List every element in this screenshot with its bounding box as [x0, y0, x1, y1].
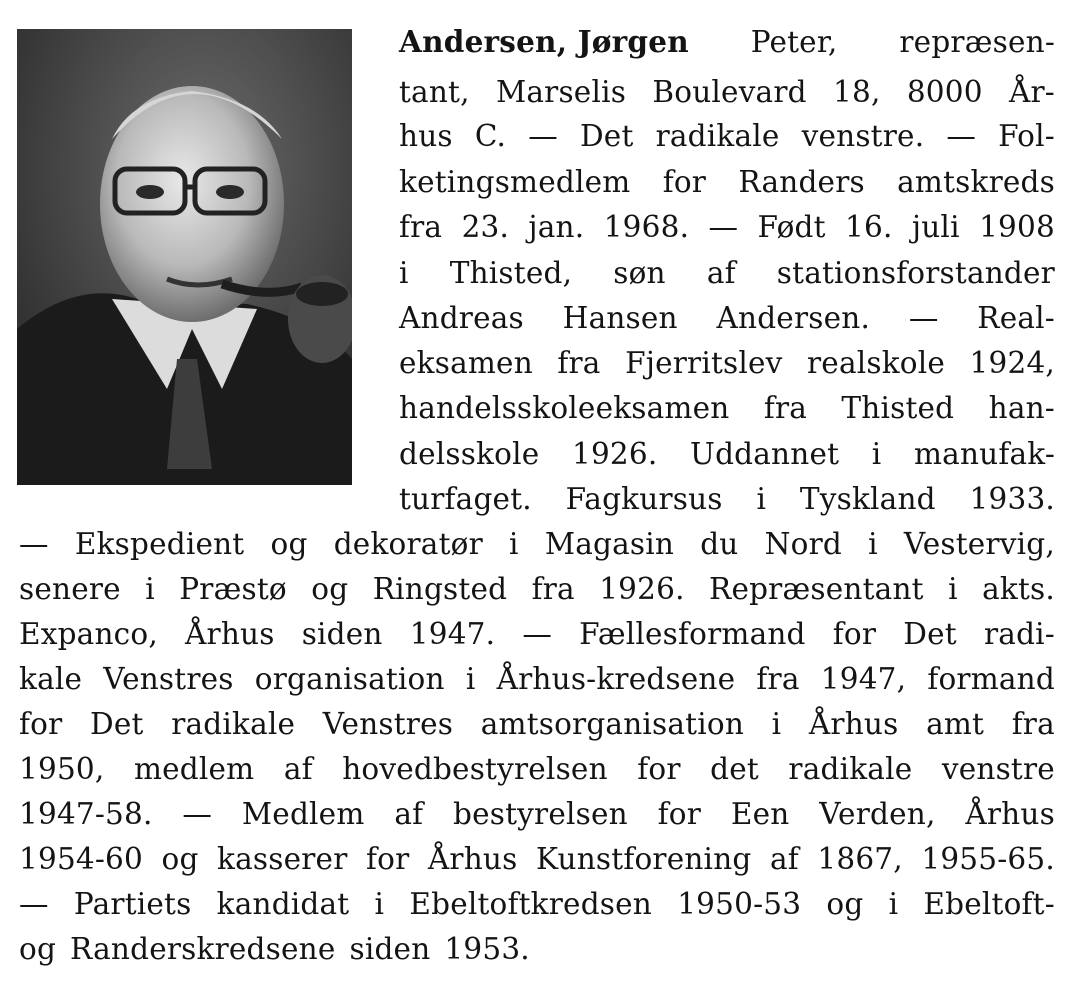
word: Hansen	[562, 301, 678, 335]
word: C.	[474, 119, 507, 153]
entry-line-9	[399, 386, 1055, 430]
word: 1947,	[820, 662, 907, 696]
word: 1968.	[603, 210, 690, 244]
word: og	[161, 842, 199, 876]
word: Århus	[808, 707, 899, 741]
word: fra	[399, 210, 443, 244]
word: han-	[988, 391, 1055, 425]
word: for	[19, 707, 63, 741]
word: radikale	[655, 119, 780, 153]
entry-line-2	[399, 70, 1055, 114]
word: akts.	[982, 572, 1055, 606]
word: Venstres	[322, 707, 454, 741]
word: Det	[579, 119, 634, 153]
word: Marselis	[495, 75, 627, 109]
word: —	[528, 119, 558, 153]
word: 1908	[979, 210, 1055, 244]
word: kasserer	[217, 842, 348, 876]
word: stationsforstander	[776, 256, 1055, 290]
entry-line-19	[19, 837, 1055, 881]
word: for	[662, 165, 707, 199]
word: af	[706, 256, 736, 290]
word: i	[399, 256, 409, 290]
word: Peter,	[750, 25, 838, 59]
word: Århus	[427, 842, 518, 876]
word: for	[657, 797, 702, 831]
entry-line-7	[399, 296, 1055, 340]
word: handelsskoleeksamen	[399, 391, 730, 425]
word: for	[637, 752, 681, 786]
word: Andersen.	[716, 301, 871, 335]
entry-line-4	[399, 160, 1055, 204]
word: Real-	[977, 301, 1055, 335]
word: du	[700, 527, 739, 561]
word: i	[374, 887, 385, 921]
word: af	[394, 797, 424, 831]
word: Født	[757, 210, 826, 244]
word: 1867,	[817, 842, 903, 876]
word: i	[888, 887, 899, 921]
word: for	[832, 617, 877, 651]
word: Een	[730, 797, 790, 831]
word: —	[522, 617, 553, 651]
word: siden	[301, 617, 383, 651]
word: kale	[19, 662, 83, 696]
word: Ebeltoftkredsen	[409, 887, 652, 921]
word: Kunstforening	[535, 842, 752, 876]
word: —	[19, 887, 49, 921]
word: Århus-kredsene	[496, 662, 736, 696]
word: Randers	[738, 165, 865, 199]
word: 1954-60	[19, 842, 143, 876]
word: 8000	[906, 75, 983, 109]
entry-line-12	[19, 522, 1055, 566]
word: radikale	[788, 752, 913, 786]
word: Ringsted	[372, 572, 508, 606]
word: Verden,	[819, 797, 936, 831]
word: Partiets	[73, 887, 192, 921]
word: og	[19, 932, 57, 966]
word: Thisted,	[449, 256, 573, 290]
word: amtsorganisation	[480, 707, 745, 741]
entry-line-6	[399, 251, 1055, 295]
entry-line-5	[399, 205, 1055, 249]
word: Andreas	[399, 301, 524, 335]
entry-line-20	[19, 882, 1055, 926]
entry-line-17	[19, 747, 1055, 791]
word: senere	[19, 572, 121, 606]
word: juli	[911, 210, 960, 244]
word: Nord	[764, 527, 842, 561]
word: det	[710, 752, 759, 786]
word: 1926.	[571, 437, 658, 471]
word: i	[771, 707, 782, 741]
word: Ekspedient	[74, 527, 245, 561]
word: og	[270, 527, 308, 561]
entry-line-15	[19, 657, 1055, 701]
word: amt	[926, 707, 985, 741]
word: 1947-58.	[19, 797, 153, 831]
word: realskole	[807, 346, 946, 380]
word: fra	[756, 662, 800, 696]
word: fra	[557, 346, 601, 380]
word: Magasin	[544, 527, 675, 561]
word: i	[756, 482, 767, 516]
word: 1933.	[969, 482, 1055, 516]
word: Det	[90, 707, 144, 741]
word: amtskreds	[897, 165, 1055, 199]
entry-line-3	[399, 114, 1055, 158]
word: 16.	[845, 210, 893, 244]
word: venstre.	[801, 119, 925, 153]
word: medlem	[133, 752, 255, 786]
word: og	[311, 572, 349, 606]
word: 23.	[461, 210, 510, 244]
word: i	[465, 662, 476, 696]
entry-line-1	[399, 20, 1055, 64]
portrait-illustration	[17, 29, 352, 485]
word: jan.	[528, 210, 585, 244]
word: 1950,	[19, 752, 105, 786]
word: —	[708, 210, 739, 244]
word: søn	[613, 256, 666, 290]
word: Expanco,	[19, 617, 158, 651]
word: Randerskredsene	[70, 932, 336, 966]
word: Fjerritslev	[625, 346, 783, 380]
word: 1924,	[969, 346, 1055, 380]
entry-line-18	[19, 792, 1055, 836]
entry-line-10	[399, 432, 1055, 476]
word: Århus	[965, 797, 1055, 831]
word: organisation	[254, 662, 445, 696]
word: repræsen-	[899, 25, 1055, 59]
word: bestyrelsen	[453, 797, 628, 831]
word: Venstres	[103, 662, 234, 696]
word: venstre	[941, 752, 1055, 786]
word: Fagkursus	[565, 482, 723, 516]
word: i	[948, 572, 958, 606]
word: ketingsmedlem	[399, 165, 631, 199]
word: eksamen	[399, 346, 533, 380]
word: 1926.	[599, 572, 685, 606]
word: og	[826, 887, 864, 921]
word: radi-	[984, 617, 1055, 651]
entry-line-8	[399, 341, 1055, 385]
word: siden	[349, 932, 431, 966]
word: kandidat	[216, 887, 350, 921]
word: 1953.	[444, 932, 530, 966]
entry-line-16	[19, 702, 1055, 746]
word: Vestervig,	[903, 527, 1055, 561]
word: Boulevard	[652, 75, 807, 109]
word: Tyskland	[799, 482, 936, 516]
word: turfaget.	[399, 482, 532, 516]
word: Thisted	[841, 391, 955, 425]
word: Uddannet	[690, 437, 840, 471]
word: Det	[903, 617, 957, 651]
word: for	[366, 842, 410, 876]
word: 18,	[833, 75, 881, 109]
word: —	[19, 527, 49, 561]
word: —	[946, 119, 977, 153]
word: fra	[763, 391, 808, 425]
entry-line-13	[19, 567, 1055, 611]
word: 1950-53	[677, 887, 802, 921]
word: År-	[1008, 75, 1055, 109]
word: —	[908, 301, 939, 335]
word: formand	[927, 662, 1055, 696]
word: i	[868, 527, 878, 561]
word: 1947.	[409, 617, 496, 651]
portrait-photo	[17, 29, 352, 485]
word: Medlem	[241, 797, 365, 831]
word: i	[871, 437, 882, 471]
entry-line-21	[19, 927, 1055, 971]
word: radikale	[171, 707, 296, 741]
word: Præstø	[179, 572, 287, 606]
word: dekoratør	[333, 527, 483, 561]
entry-name: Andersen, Jørgen	[399, 24, 689, 59]
word: 1955-65.	[921, 842, 1055, 876]
entry-line-11	[399, 477, 1055, 521]
word: delsskole	[399, 437, 540, 471]
word: i	[145, 572, 155, 606]
word: fra	[1011, 707, 1055, 741]
word: Ebeltoft-	[923, 887, 1055, 921]
word: tant,	[399, 75, 470, 109]
word: af	[283, 752, 313, 786]
word: Repræsentant	[709, 572, 924, 606]
word: Fællesformand	[579, 617, 806, 651]
word: manufak-	[914, 437, 1055, 471]
word: fra	[531, 572, 575, 606]
word: —	[182, 797, 213, 831]
word: Århus	[185, 617, 275, 651]
word: hovedbestyrelsen	[342, 752, 608, 786]
word: hus	[399, 119, 453, 153]
word: Fol-	[998, 119, 1055, 153]
word: i	[509, 527, 519, 561]
entry-line-14	[19, 612, 1055, 656]
word: af	[769, 842, 799, 876]
